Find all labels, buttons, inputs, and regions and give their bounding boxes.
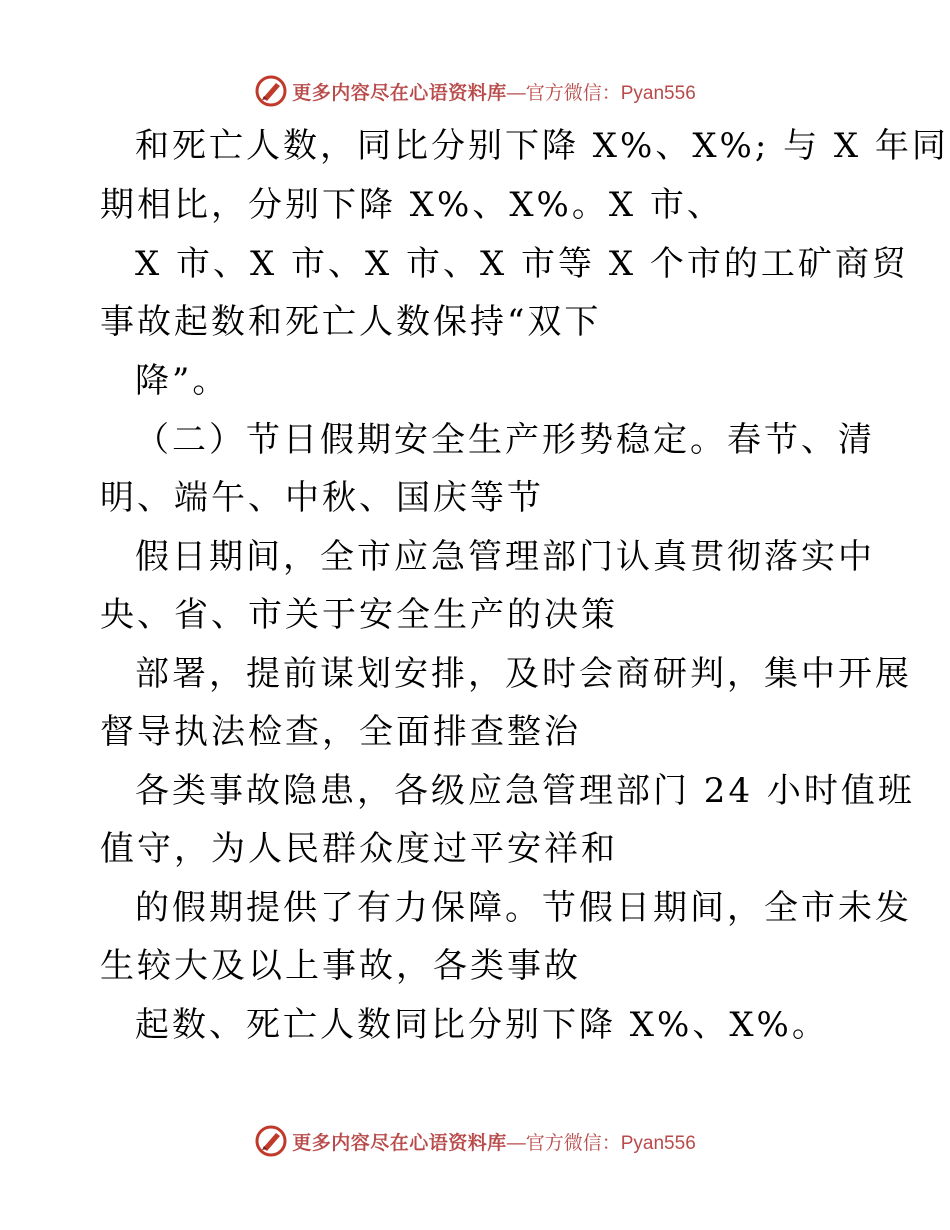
text-line: 事故起数和死亡人数保持“双下 [100, 302, 602, 342]
text-line: 央、省、市关于安全生产的决策 [100, 595, 618, 635]
text-line: （二）节日假期安全生产形势稳定。春节、清 [135, 420, 875, 460]
text-line: 部署，提前谋划安排，及时会商研判，集中开展 [135, 654, 912, 694]
header-banner [0, 71, 950, 111]
footer-brand-text: 更多内容尽在心语资料库 [292, 1131, 507, 1154]
text-line: X 市、X 市、X 市、X 市等 X 个市的工矿商贸 [135, 244, 909, 284]
text-line: 和死亡人数，同比分别下降 X%、X%; 与 X 年同 [135, 126, 949, 166]
text-line: 生较大及以上事故，各类事故 [100, 946, 581, 986]
text-line: 假日期间，全市应急管理部门认真贯彻落实中 [135, 537, 875, 577]
brand-logo-icon [254, 74, 288, 108]
footer-contact-text: —官方微信：Pyan556 [506, 1132, 696, 1154]
text-line: 起数、死亡人数同比分别下降 X%、X%。 [135, 1005, 829, 1045]
text-line: 的假期提供了有力保障。节假日期间，全市未发 [135, 888, 912, 928]
text-line: 明、端午、中秋、国庆等节 [100, 478, 544, 518]
text-line: 降”。 [135, 361, 230, 401]
text-line: 期相比，分别下降 X%、X%。X 市、 [100, 185, 724, 225]
text-line: 各类事故隐患，各级应急管理部门 24 小时值班 [135, 771, 915, 811]
text-line: 值守，为人民群众度过平安祥和 [100, 829, 618, 869]
text-line: 督导执法检查，全面排查整治 [100, 712, 581, 752]
brand-logo-icon [254, 1124, 288, 1158]
header-brand-text: 更多内容尽在心语资料库 [292, 81, 507, 104]
header-contact-text: —官方微信：Pyan556 [506, 82, 696, 104]
footer-banner [0, 1121, 950, 1161]
